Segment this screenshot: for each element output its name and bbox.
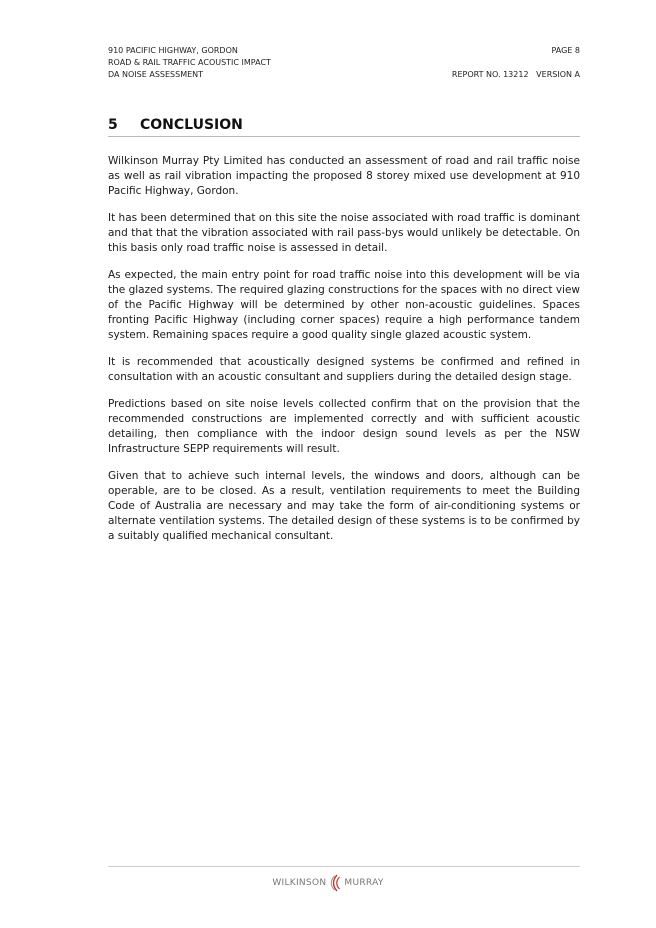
paragraph: Wilkinson Murray Pty Limited has conducted an assessment of road and rail traffic noise as well as rail vibration impacting the proposed 8 storey mixed use development at 910 Pacific Highway, Gordon.: [108, 155, 580, 197]
body-text: [108, 154, 580, 556]
logo-text-left: WILKINSON: [272, 878, 327, 888]
page-number: PAGE 8: [551, 46, 580, 55]
header-row-2: [108, 57, 580, 69]
paragraph: It has been determined that on this site the noise associated with road traffic is dominant and that that the vibration associated with rail pass-bys would unlikely be detectable. On this basis only road traffic noise is assessed in detail.: [108, 212, 580, 254]
company-logo: [0, 874, 656, 892]
project-address: 910 PACIFIC HIGHWAY, GORDON: [108, 46, 238, 55]
paragraph: As expected, the main entry point for road traffic noise into this development will be via the glazed systems. The required glazing constructions for the spaces with no direct view of the Pacific Highway will be determined by other non-acoustic guidelines. Spaces fronting Pacific Highway (including corner spaces) require a high performance tandem system. Remaining spaces require a good quality single glazed acoustic system.: [108, 269, 580, 341]
report-type: DA NOISE ASSESSMENT: [108, 70, 204, 79]
footer-divider: [108, 866, 580, 867]
header-row-1: [108, 45, 580, 57]
logo-text-right: MURRAY: [344, 878, 384, 888]
section-heading: [108, 117, 580, 137]
paragraph: Given that to achieve such internal levels, the windows and doors, although can be operable, are to be closed. As a result, ventilation requirements to meet the Building Code of Australia are necessary and may take the form of air-conditioning systems or alternate ventilation systems. The detailed design of these systems is to be confirmed by a suitably qualified mechanical consultant.: [108, 470, 580, 542]
section-number: 5: [108, 117, 118, 133]
report-subject: ROAD & RAIL TRAFFIC ACOUSTIC IMPACT: [108, 58, 271, 67]
paragraph: Predictions based on site noise levels collected confirm that on the provision that the recommended constructions are implemented correctly and with sufficient acoustic detailing, then compliance with the indoor design sound levels as per the NSW Infrastructure SEPP requirements will result.: [108, 398, 580, 455]
section-title: CONCLUSION: [140, 117, 243, 133]
sound-wave-arcs-icon: [328, 874, 342, 892]
paragraph: It is recommended that acoustically designed systems be confirmed and refined in consultation with an acoustic consultant and suppliers during the detailed design stage.: [108, 356, 580, 383]
page-header: [108, 45, 580, 81]
report-number: REPORT NO. 13212 VERSION A: [451, 70, 580, 79]
header-row-3: [108, 69, 580, 81]
